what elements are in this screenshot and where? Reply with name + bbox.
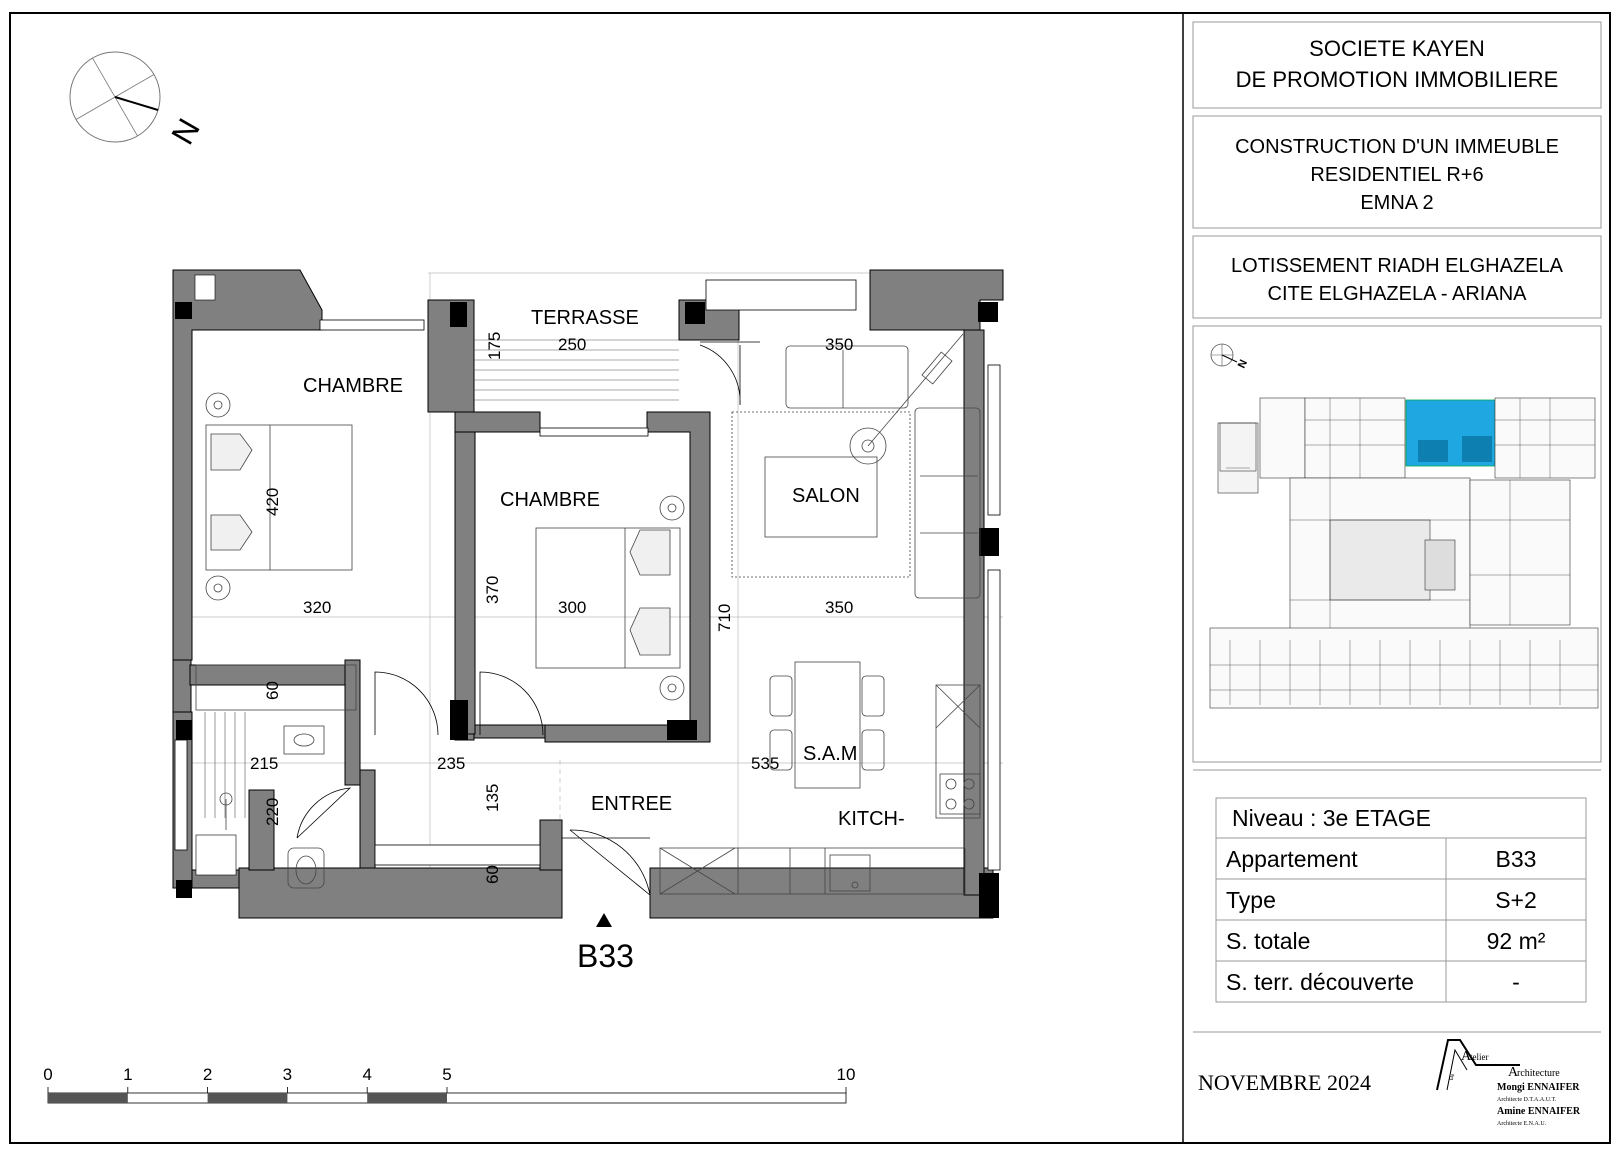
- room-chambre-2: CHAMBRE: [500, 489, 601, 511]
- architect-2-title: Architecte E.N.A.U.: [1497, 1121, 1547, 1127]
- architect-1-title: Architecte D.T.A.A.U.T.: [1497, 1097, 1557, 1103]
- dining-table: [770, 662, 884, 788]
- scale-tick-label: 2: [202, 1065, 213, 1084]
- dim-135: 135: [483, 783, 502, 812]
- dim-220: 220: [263, 797, 282, 826]
- row-label-type: Type: [1226, 887, 1276, 913]
- row-value-surface: 92 m²: [1486, 928, 1546, 954]
- dim-320: 320: [303, 598, 332, 617]
- scale-segment: [208, 1093, 288, 1103]
- level-label: Niveau : 3e ETAGE: [1232, 805, 1431, 831]
- salon-furniture: [732, 334, 980, 598]
- scale-bar: [43, 1065, 855, 1103]
- row-label-apartment: Appartement: [1226, 846, 1358, 872]
- row-value-terrace: -: [1512, 969, 1520, 995]
- svg-text:A: A: [1461, 1049, 1472, 1064]
- svg-text:N: N: [1235, 357, 1251, 371]
- dim-370: 370: [483, 575, 502, 604]
- dim-250: 250: [558, 335, 587, 354]
- project-line-2: RESIDENTIEL R+6: [1310, 164, 1484, 186]
- room-salon: SALON: [792, 485, 860, 507]
- location-line-1: LOTISSEMENT RIADH ELGHAZELA: [1231, 255, 1563, 277]
- apartment-label: B33: [577, 938, 634, 974]
- svg-text:rchitecture: rchitecture: [1517, 1068, 1560, 1079]
- scale-tick-label: 1: [123, 1065, 133, 1084]
- site-plan-north-icon: [1211, 344, 1250, 370]
- project-line-1: CONSTRUCTION D'UN IMMEUBLE: [1235, 136, 1559, 158]
- dim-420: 420: [263, 487, 282, 516]
- dim-60-top: 60: [263, 681, 282, 700]
- row-value-type: S+2: [1495, 887, 1537, 913]
- room-labels: [303, 307, 905, 830]
- dim-350-top: 350: [825, 335, 854, 354]
- architect-logo: [1437, 1040, 1581, 1127]
- north-arrow-icon: [70, 52, 207, 150]
- room-chambre-1: CHAMBRE: [303, 375, 404, 397]
- scale-tick-label: 0: [43, 1065, 53, 1084]
- floor-plan: [173, 270, 1003, 974]
- room-sam: S.A.M: [803, 743, 858, 765]
- date-label: NOVEMBRE 2024: [1198, 1070, 1371, 1095]
- company-line-2: DE PROMOTION IMMOBILIERE: [1235, 67, 1559, 92]
- dim-175: 175: [485, 331, 504, 360]
- dimensions: [250, 332, 853, 884]
- room-entree: ENTREE: [591, 793, 673, 815]
- svg-text:d': d': [1449, 1073, 1455, 1082]
- architect-1-name: Mongi ENNAIFER: [1497, 1082, 1580, 1093]
- entrance-arrow-icon: [596, 913, 612, 927]
- svg-text:A: A: [1508, 1065, 1519, 1080]
- dim-535: 535: [751, 754, 780, 773]
- room-kitchen: KITCH-: [838, 808, 905, 830]
- scale-segment: [48, 1093, 128, 1103]
- site-plan-thumbnail: [1210, 398, 1598, 708]
- company-line-1: SOCIETE KAYEN: [1309, 36, 1485, 61]
- dim-710: 710: [715, 603, 734, 632]
- info-table: [1216, 798, 1586, 1002]
- scale-tick-label: 4: [362, 1065, 372, 1084]
- scale-tick-label: 5: [442, 1065, 452, 1084]
- svg-text:telier: telier: [1470, 1052, 1489, 1062]
- room-terrasse: TERRASSE: [531, 307, 639, 329]
- title-block: [1193, 22, 1601, 1127]
- scale-segment: [367, 1093, 447, 1103]
- project-line-3: EMNA 2: [1360, 192, 1434, 214]
- scale-tick-label: 3: [282, 1065, 293, 1084]
- dim-300: 300: [558, 598, 587, 617]
- architect-2-name: Amine ENNAIFER: [1497, 1106, 1581, 1117]
- scale-tick-label: 10: [836, 1065, 856, 1084]
- dim-235: 235: [437, 754, 466, 773]
- row-value-apartment: B33: [1495, 846, 1537, 872]
- row-label-surface: S. totale: [1226, 928, 1311, 954]
- north-label: N: [164, 112, 207, 151]
- dim-350-mid: 350: [825, 598, 854, 617]
- dim-60-bottom: 60: [483, 865, 502, 884]
- row-label-terrace: S. terr. découverte: [1226, 969, 1414, 995]
- location-line-2: CITE ELGHAZELA - ARIANA: [1267, 283, 1527, 305]
- dim-215: 215: [250, 754, 279, 773]
